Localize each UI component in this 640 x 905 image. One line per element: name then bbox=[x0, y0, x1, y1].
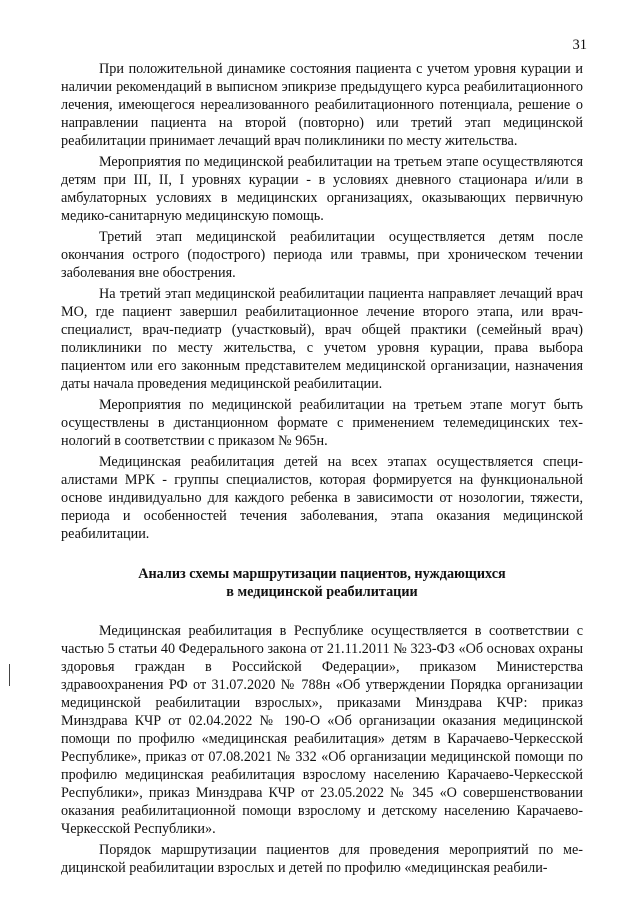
margin-mark bbox=[9, 664, 12, 686]
paragraph: На третий этап медицинской реабилитации пациента направляет лечащий врач МО, где пациент завершил реабилитационное лечение второго этапа, или врач-специалист, врач-педиатр (участковый), врач общей практики (семейный врач) поликлиники по месту жительства, с учетом уровня курации, права выбора пациентом или его законным представителем медицинской организации, назначения даты начала проведения медицинской реабилитации. bbox=[61, 286, 583, 392]
paragraph: Медицинская реабилитация детей на всех этапах осуществляется специалистами МРК - группы специалистов, которая формируется на функциональной основе индивидуально для каждого ребенка в зависимости от нозологии, тяжести, периода и особенностей течения заболевания, этапа оказания медицинской реабилитации. bbox=[61, 454, 583, 542]
paragraph: Третий этап медицинской реабилитации осуществляется детям после окончания острого (подострого) периода или травмы, при хроническом течении заболевания вне обострения. bbox=[61, 229, 583, 281]
page-number: 31 bbox=[572, 37, 587, 53]
paragraph: Медицинская реабилитация в Республике осуществляется в соответствии с частью 5 статьи 40 Федерального закона от 21.11.2011 № 323-ФЗ «Об основах охраны здоровья граждан в Российской Федерации», приказом Министерства здравоохранения РФ от 31.07.2020 № 788н «Об утверждении Порядка организации медицинской реабилитации взрослых», приказами Минздрава КЧР: приказ Минздрава КЧР от 02.04.2022 № 190-О «Об организации оказания медицинской помощи по профилю «медицинская реабилитация» детям в Карачаево-Черкесской Республике», приказ от 07.08.2021 № 332 «Об организации медицинской помощи по профилю медицинская реабилитация взрослому населению Карачаево-Черкесской Республики», приказ Минздрава КЧР от 23.05.2022 № 345 «О совершенствовании оказания реабилитационной помощи взрослому и детскому населению Карачаево-Черкесской Республики». bbox=[61, 623, 583, 837]
section-heading-line: Анализ схемы маршрутизации пациентов, нуждающихся bbox=[138, 566, 506, 582]
document-body bbox=[61, 60, 583, 880]
paragraph: Мероприятия по медицинской реабилитации на третьем этапе могут быть осуществлены в дистанционном формате с применением телемедицинских технологий в соответствии с приказом № 965н. bbox=[61, 397, 583, 449]
section-heading bbox=[61, 565, 583, 601]
paragraph: При положительной динамике состояния пациента с учетом уровня курации и наличии рекомендаций в выписном эпикризе предыдущего курса реабилитационного лечения, имеющегося нереализованного реабилитационного потенциала, решение о направлении пациента на второй (повторно) или третий этап медицинской реабилитации принимает лечащий врач поликлиники по месту жительства. bbox=[61, 61, 583, 149]
paragraph: Порядок маршрутизации пациентов для проведения мероприятий по медицинской реабилитации взрослых и детей по профилю «медицинская реабили- bbox=[61, 842, 583, 876]
section-heading-line: в медицинской реабилитации bbox=[226, 584, 418, 600]
paragraph: Мероприятия по медицинской реабилитации на третьем этапе осуществляются детям при III, II, I уровнях курации - в условиях дневного стационара и/или в амбулаторных условиях в медицинских организациях, оказывающих первичную медико-санитарную медицинскую помощь. bbox=[61, 154, 583, 224]
